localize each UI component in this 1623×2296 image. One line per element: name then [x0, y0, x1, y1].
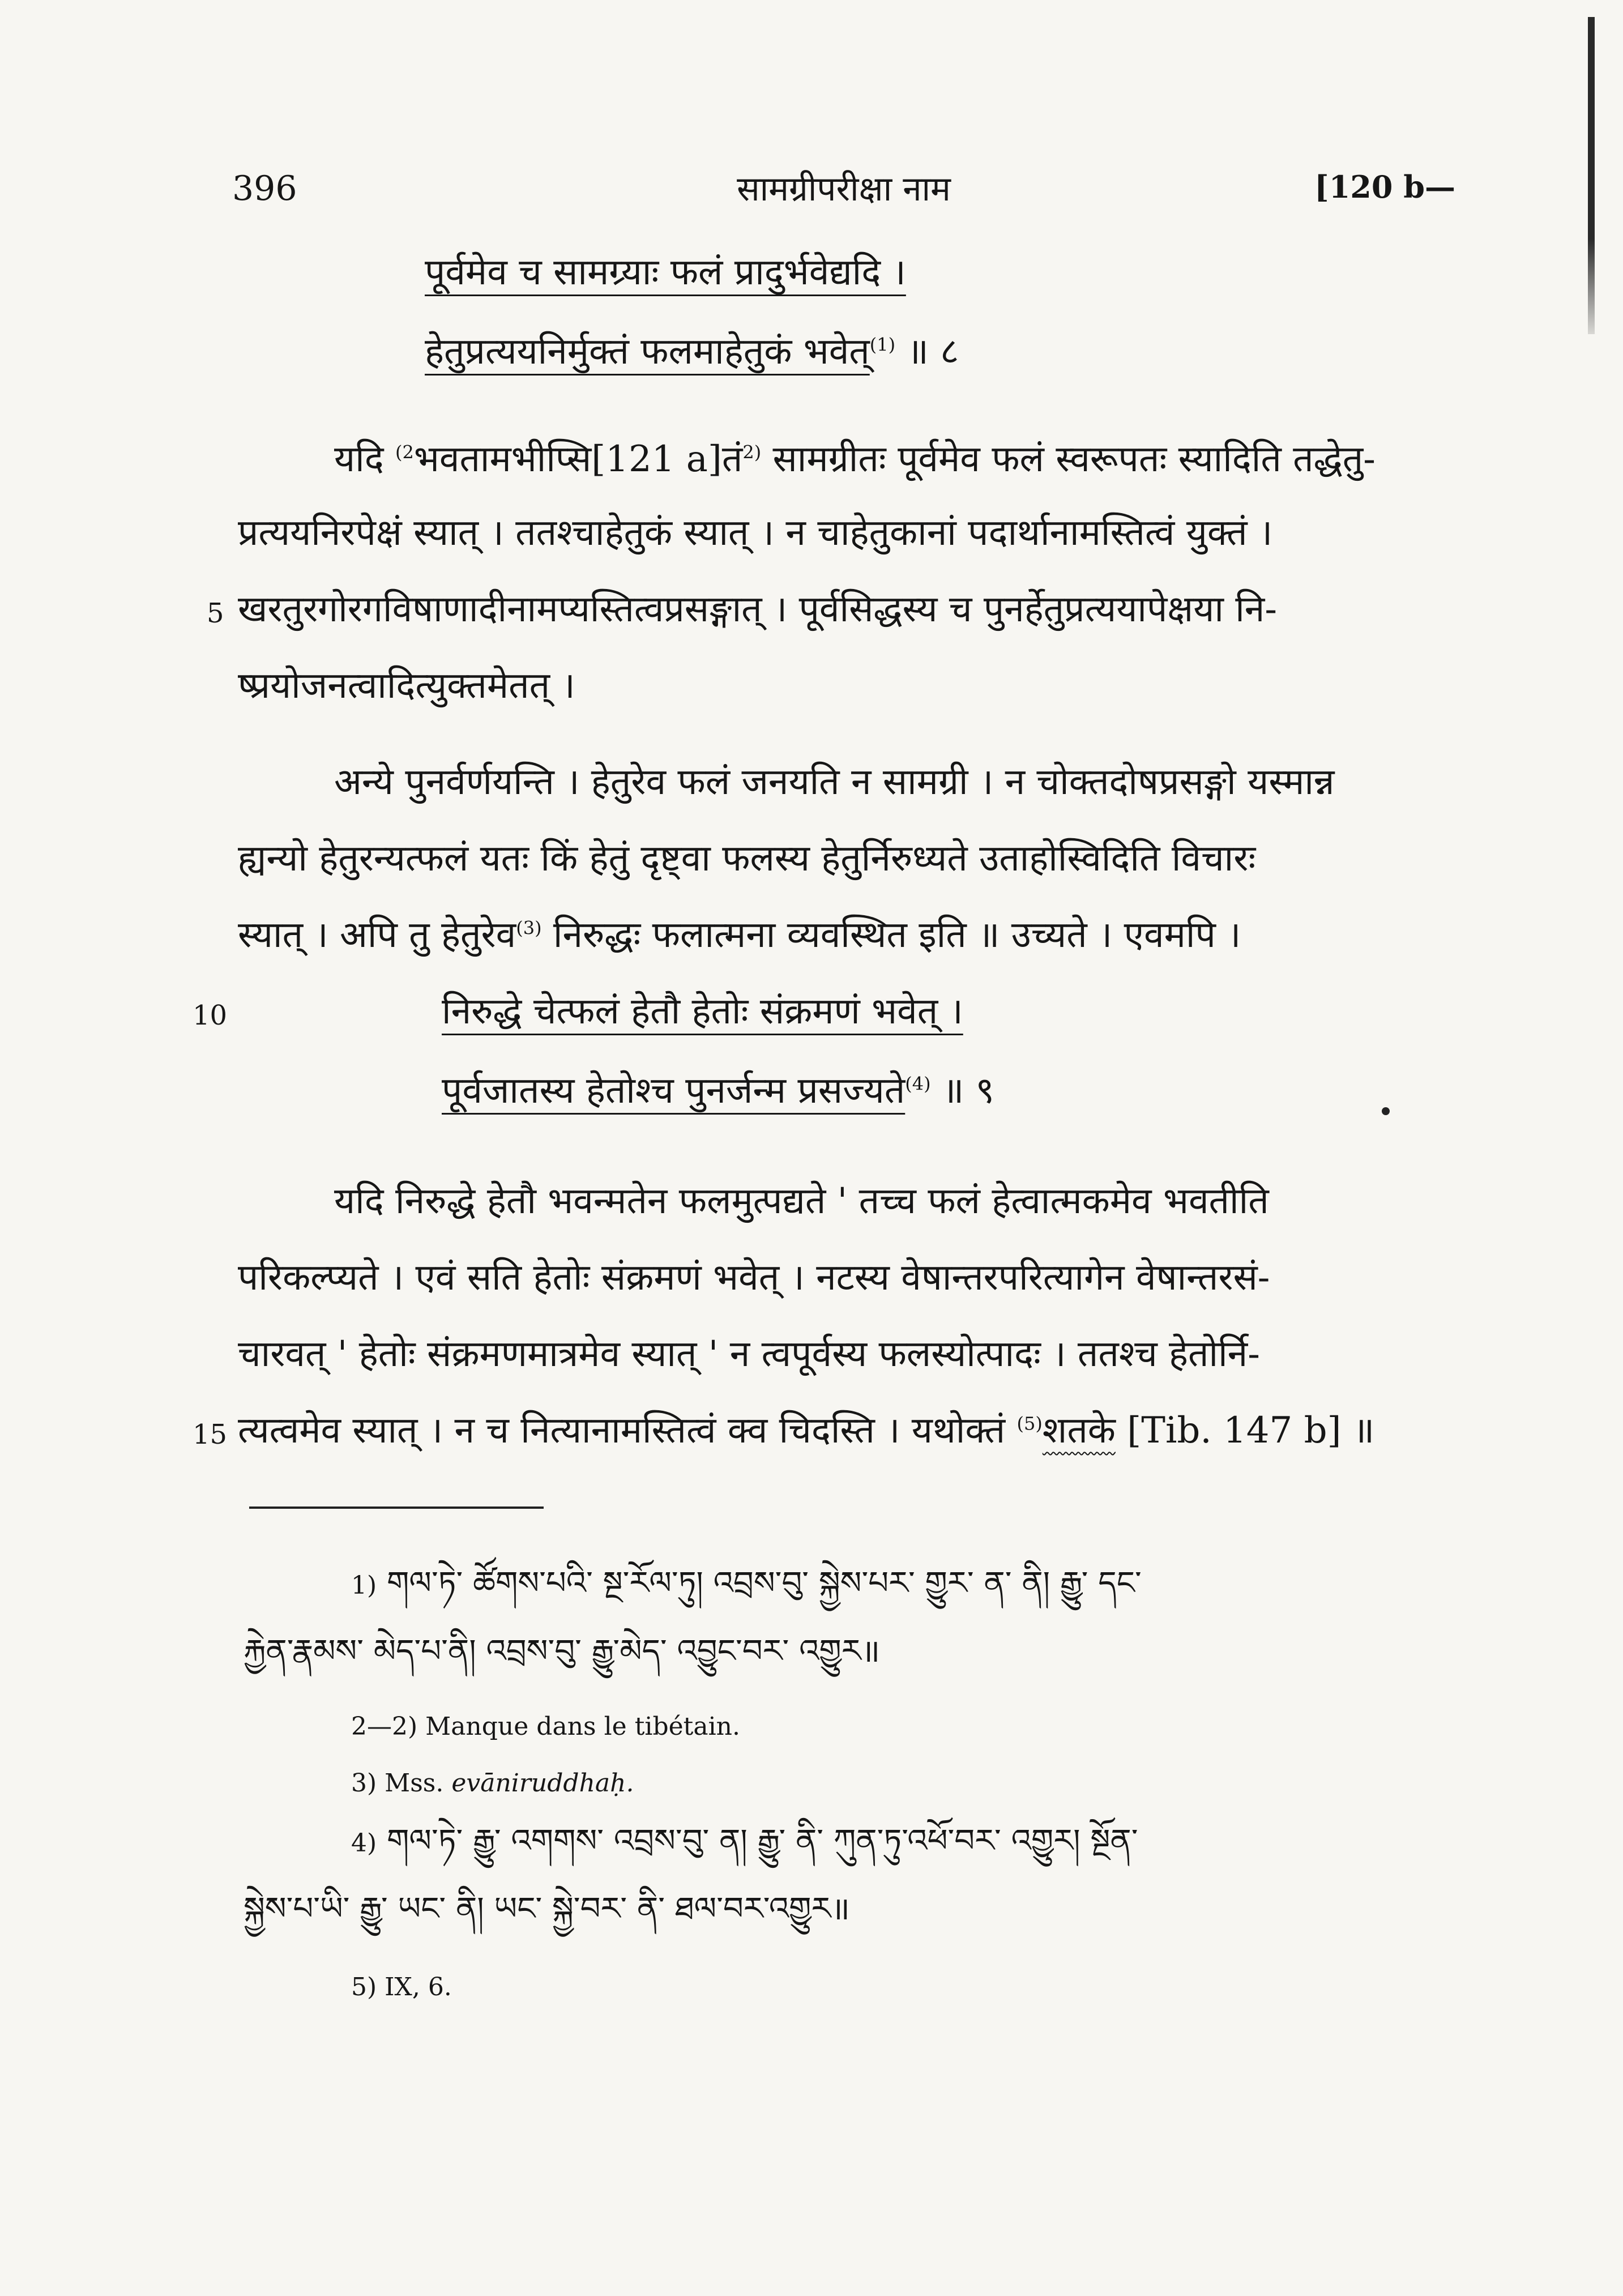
footnote-4-line-2: སྐྱེས་པ་ཡི་ རྒྱུ་ ཡང་ ནི། ཡང་ སྐྱེ་བར་ ནི་ ཐལ་བར་འགྱུར॥: [244, 1890, 850, 1927]
prose-1-line-1: यदि $^{(2}$भवतामभीप्सि[121 a]तं$^{2)}$ सामग्रीतः पूर्वमेव फलं स्वरूपतः स्यादिति तद्धेतु-: [334, 438, 1376, 480]
prose-1-line-3: खरतुरगोरगविषाणादीनामप्यस्तित्वप्रसङ्गात् । पूर्वसिद्धस्य च पुनर्हेतुप्रत्ययापेक्षया नि-: [238, 588, 1277, 630]
line-number-5: 5: [207, 598, 224, 629]
verse-8-line-1: पूर्वमेव च सामग्र्याः फलं प्रादुर्भवेद्यदि ।: [425, 251, 906, 293]
footnote-2: 2—2) Manque dans le tibétain.: [351, 1712, 740, 1741]
verse-8-line-2: हेतुप्रत्ययनिर्मुक्तं फलमाहेतुकं भवेत्$^{(1)}$ ॥ ८: [425, 331, 959, 373]
footnote-1-line-1: 1) གལ་ཏེ་ ཚོགས་པའི་ སྔ་རོལ་ཏུ། འབྲས་བུ་ སྐྱེས་པར་ གྱུར་ ན་ ནི། རྒྱུ་ དང་: [351, 1565, 1142, 1602]
footnote-4-line-1: 4) གལ་ཏེ་ རྒྱུ་ འགགས་ འབྲས་བུ་ ན། རྒྱུ་ ནི་ ཀུན་ཏུ་འཕོ་བར་ འགྱུར། སྔོན་: [351, 1823, 1138, 1859]
prose-2-line-2: ह्यन्यो हेतुरन्यत्फलं यतः किं हेतुं दृष्ट्वा फलस्य हेतुर्निरुध्यते उताहोस्विदिति विचारः: [238, 838, 1256, 880]
prose-3-line-1: यदि निरुद्धे हेतौ भवन्मतेन फलमुत्पद्यते ' तच्च फलं हेत्वात्मकमेव भवतीति: [334, 1180, 1269, 1222]
verse-9-line-2: पूर्वजातस्य हेतोश्च पुनर्जन्म प्रसज्यते$^{(4)}$ ॥ ९: [442, 1070, 994, 1112]
verse-9-line-1: निरुद्धे चेत्फलं हेतौ हेतोः संक्रमणं भवेत् ।: [442, 991, 963, 1032]
prose-2-line-1: अन्ये पुनर्वर्णयन्ति । हेतुरेव फलं जनयति न सामग्री । न चोक्तदोषप्रसङ्गो यस्मान्न: [334, 761, 1335, 803]
footnote-1-line-2: རྐྱེན་རྣམས་ མེད་པ་ནི། འབྲས་བུ་ རྒྱུ་མེད་ འབྱུང་བར་ འགྱུར॥: [244, 1633, 881, 1670]
folio-reference: [120 b—: [1314, 169, 1455, 205]
line-number-15: 15: [193, 1419, 228, 1450]
footnote-5: 5) IX, 6.: [351, 1973, 452, 2001]
page-edge-shadow: [1588, 17, 1595, 334]
prose-3-line-4: त्यत्वमेव स्यात् । न च नित्यानामस्तित्वं क्व चिदस्ति । यथोक्तं $^{(5)}$शतके [Tib. 147 b] ॥: [238, 1410, 1375, 1452]
page-number: 396: [232, 169, 297, 208]
prose-2-line-3: स्यात् । अपि तु हेतुरेव$^{(3)}$ निरुद्धः फलात्मना व्यवस्थित इति ॥ उच्यते । एवमपि ।: [238, 914, 1241, 956]
line-number-10: 10: [193, 1000, 228, 1031]
prose-3-line-3: चारवत् ' हेतोः संक्रमणमात्रमेव स्यात् ' न त्वपूर्वस्य फलस्योत्पादः । ततश्च हेतोर्नि-: [238, 1333, 1260, 1375]
footnote-rule: [249, 1507, 544, 1509]
prose-1-line-2: प्रत्ययनिरपेक्षं स्यात् । ततश्चाहेतुकं स्यात् । न चाहेतुकानां पदार्थानामस्तित्वं युक्तं ।: [238, 512, 1273, 554]
page-header: [232, 164, 1455, 215]
prose-3-line-2: परिकल्प्यते । एवं सति हेतोः संक्रमणं भवेत् । नटस्य वेषान्तरपरित्यागेन वेषान्तरसं-: [238, 1257, 1270, 1299]
footnote-3: 3) Mss. evāniruddhaḥ.: [351, 1769, 634, 1798]
prose-1-line-4: ष्प्रयोजनत्वादित्युक्तमेतत् ।: [238, 665, 575, 707]
ink-speck: [1382, 1107, 1390, 1115]
running-title: सामग्रीपरीक्षा नाम: [737, 169, 951, 209]
